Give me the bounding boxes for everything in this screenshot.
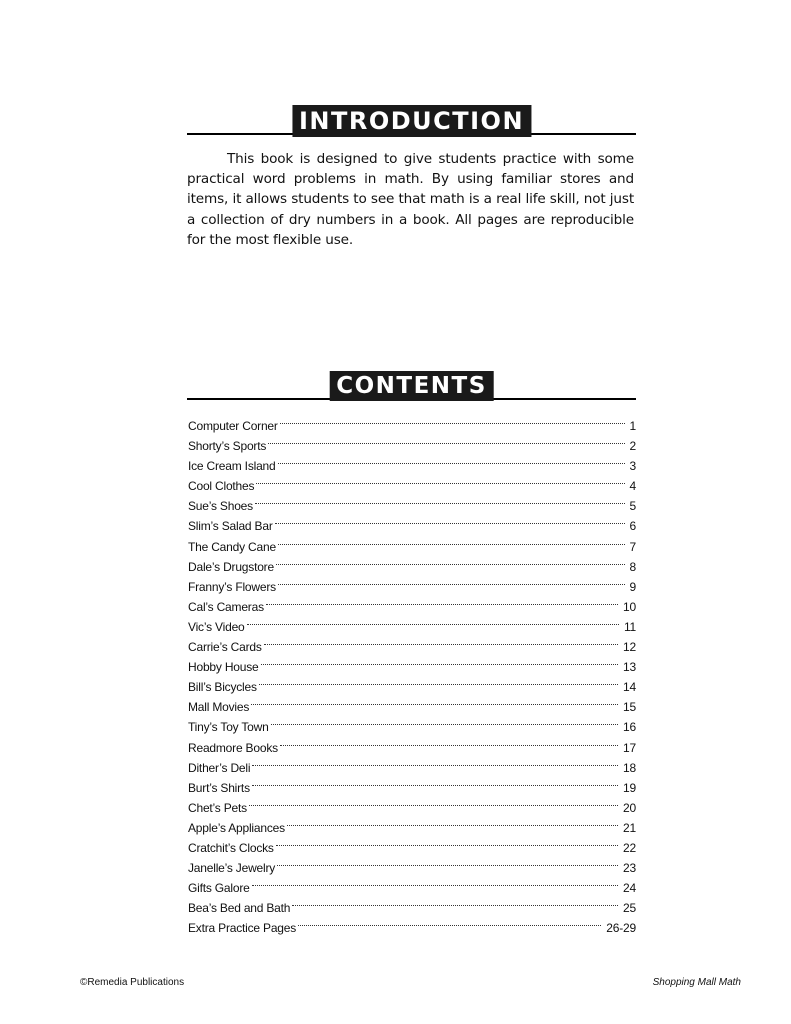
toc-dot-leader [278,443,625,464]
toc-entry-page: 11 [623,619,636,634]
toc-dot-leader [249,785,618,806]
toc-entry-page: 24 [623,881,636,896]
toc-entry-page: 3 [629,459,636,474]
toc-entry-page: 22 [623,840,636,855]
toc-entry-page: 18 [623,760,636,775]
introduction-body: This book is designed to give students practice with some practical word problems in math. By using familiar stores and items, it allows students to see that math is a real life skill, not just a collection of dry numbers in a book. All pages are reproducible for the most flexible use. [187,151,634,248]
toc-entry-page: 10 [623,599,636,614]
toc-entry-page: 6 [629,519,636,534]
toc-entry-page: 8 [629,559,636,574]
toc-dot-leader [280,725,618,746]
toc-dot-leader [252,865,618,886]
footer-book-title: Shopping Mall Math [652,977,741,988]
introduction-heading: INTRODUCTION [292,105,531,137]
toc-entry-title: Dither’s Deli [188,760,251,775]
toc-entry-title: Cratchit’s Clocks [188,840,274,855]
toc-dot-leader [252,745,618,766]
toc-entry-title: Ice Cream Island [188,459,276,474]
toc-entry-title: Shorty’s Sports [188,439,267,454]
toc-dot-leader [280,403,625,424]
toc-entry-title: Franny’s Flowers [188,579,276,594]
toc-entry-page: 19 [623,780,636,795]
toc-dot-leader [277,845,618,866]
toc-entry-page: 12 [623,640,636,655]
toc-entry-page: 16 [623,720,636,735]
toc-entry-title: Tiny’s Toy Town [188,720,269,735]
toc-dot-leader [259,664,618,685]
toc-dot-leader [298,905,601,926]
toc-entry-title: Chet’s Pets [188,800,247,815]
toc-entry-page: 20 [623,800,636,815]
toc-entry-title: Readmore Books [188,740,278,755]
toc-entry-page: 2 [629,439,636,454]
toc-entry-title: Vic’s Video [188,619,245,634]
toc-entry-page: 23 [623,861,636,876]
toc-dot-leader [252,765,618,786]
contents-heading: CONTENTS [329,371,494,401]
toc-entry-title: Cal’s Cameras [188,599,264,614]
toc-dot-leader [276,544,625,565]
toc-entry-page: 9 [629,579,636,594]
toc-dot-leader [256,463,624,484]
toc-dot-leader [268,423,624,444]
toc-entry-title: Bill’s Bicycles [188,680,257,695]
toc-dot-leader [292,885,618,906]
toc-dot-leader [271,704,618,725]
toc-entry-page: 4 [629,479,636,494]
footer-copyright: ©Remedia Publications [80,977,185,988]
toc-dot-leader [278,564,625,585]
toc-dot-leader [276,825,618,846]
contents-header [187,371,636,403]
toc-entry-page: 1 [629,419,636,433]
toc-entry-title: Bea’s Bed and Bath [188,901,291,916]
toc-entry-page: 15 [623,700,636,715]
toc-entry-title: Carrie’s Cards [188,640,262,655]
toc-entry-title: Cool Clothes [188,479,255,494]
introduction-header [187,105,636,137]
toc-entry-title: Mall Movies [188,700,250,715]
toc-entry-title: Janelle’s Jewelry [188,861,276,876]
toc-entry-page: 25 [623,901,636,916]
toc-dot-leader [266,584,618,605]
toc-dot-leader [255,483,625,504]
toc-dot-leader [264,624,618,645]
toc-entry-page: 7 [629,539,636,554]
toc-entry-page: 26-29 [606,921,636,936]
table-of-contents [188,409,636,936]
toc-entry-title: Computer Corner [188,419,278,433]
toc-dot-leader [247,604,619,625]
toc-dot-leader [251,684,618,705]
toc-entry-title: The Candy Cane [188,539,276,554]
toc-entry-page: 14 [623,680,636,695]
toc-dot-leader [261,644,619,665]
toc-entry-title: Slim’s Salad Bar [188,519,273,534]
toc-entry-title: Sue’s Shoes [188,499,253,514]
toc-entry-title: Burt’s Shirts [188,780,250,795]
toc-entry-page: 21 [623,820,636,835]
toc-dot-leader [287,805,618,826]
toc-entry-page: 5 [629,499,636,514]
toc-entry-title: Hobby House [188,660,259,675]
toc-entry-title: Apple’s Appliances [188,820,285,835]
toc-entry-title: Dale’s Drugstore [188,559,274,574]
toc-dot-leader [278,524,625,545]
toc-entry-page: 13 [623,660,636,675]
toc-dot-leader [275,503,625,524]
toc-entry-title: Extra Practice Pages [188,921,297,936]
toc-entry-page: 17 [623,740,636,755]
toc-entry-title: Gifts Galore [188,881,250,896]
